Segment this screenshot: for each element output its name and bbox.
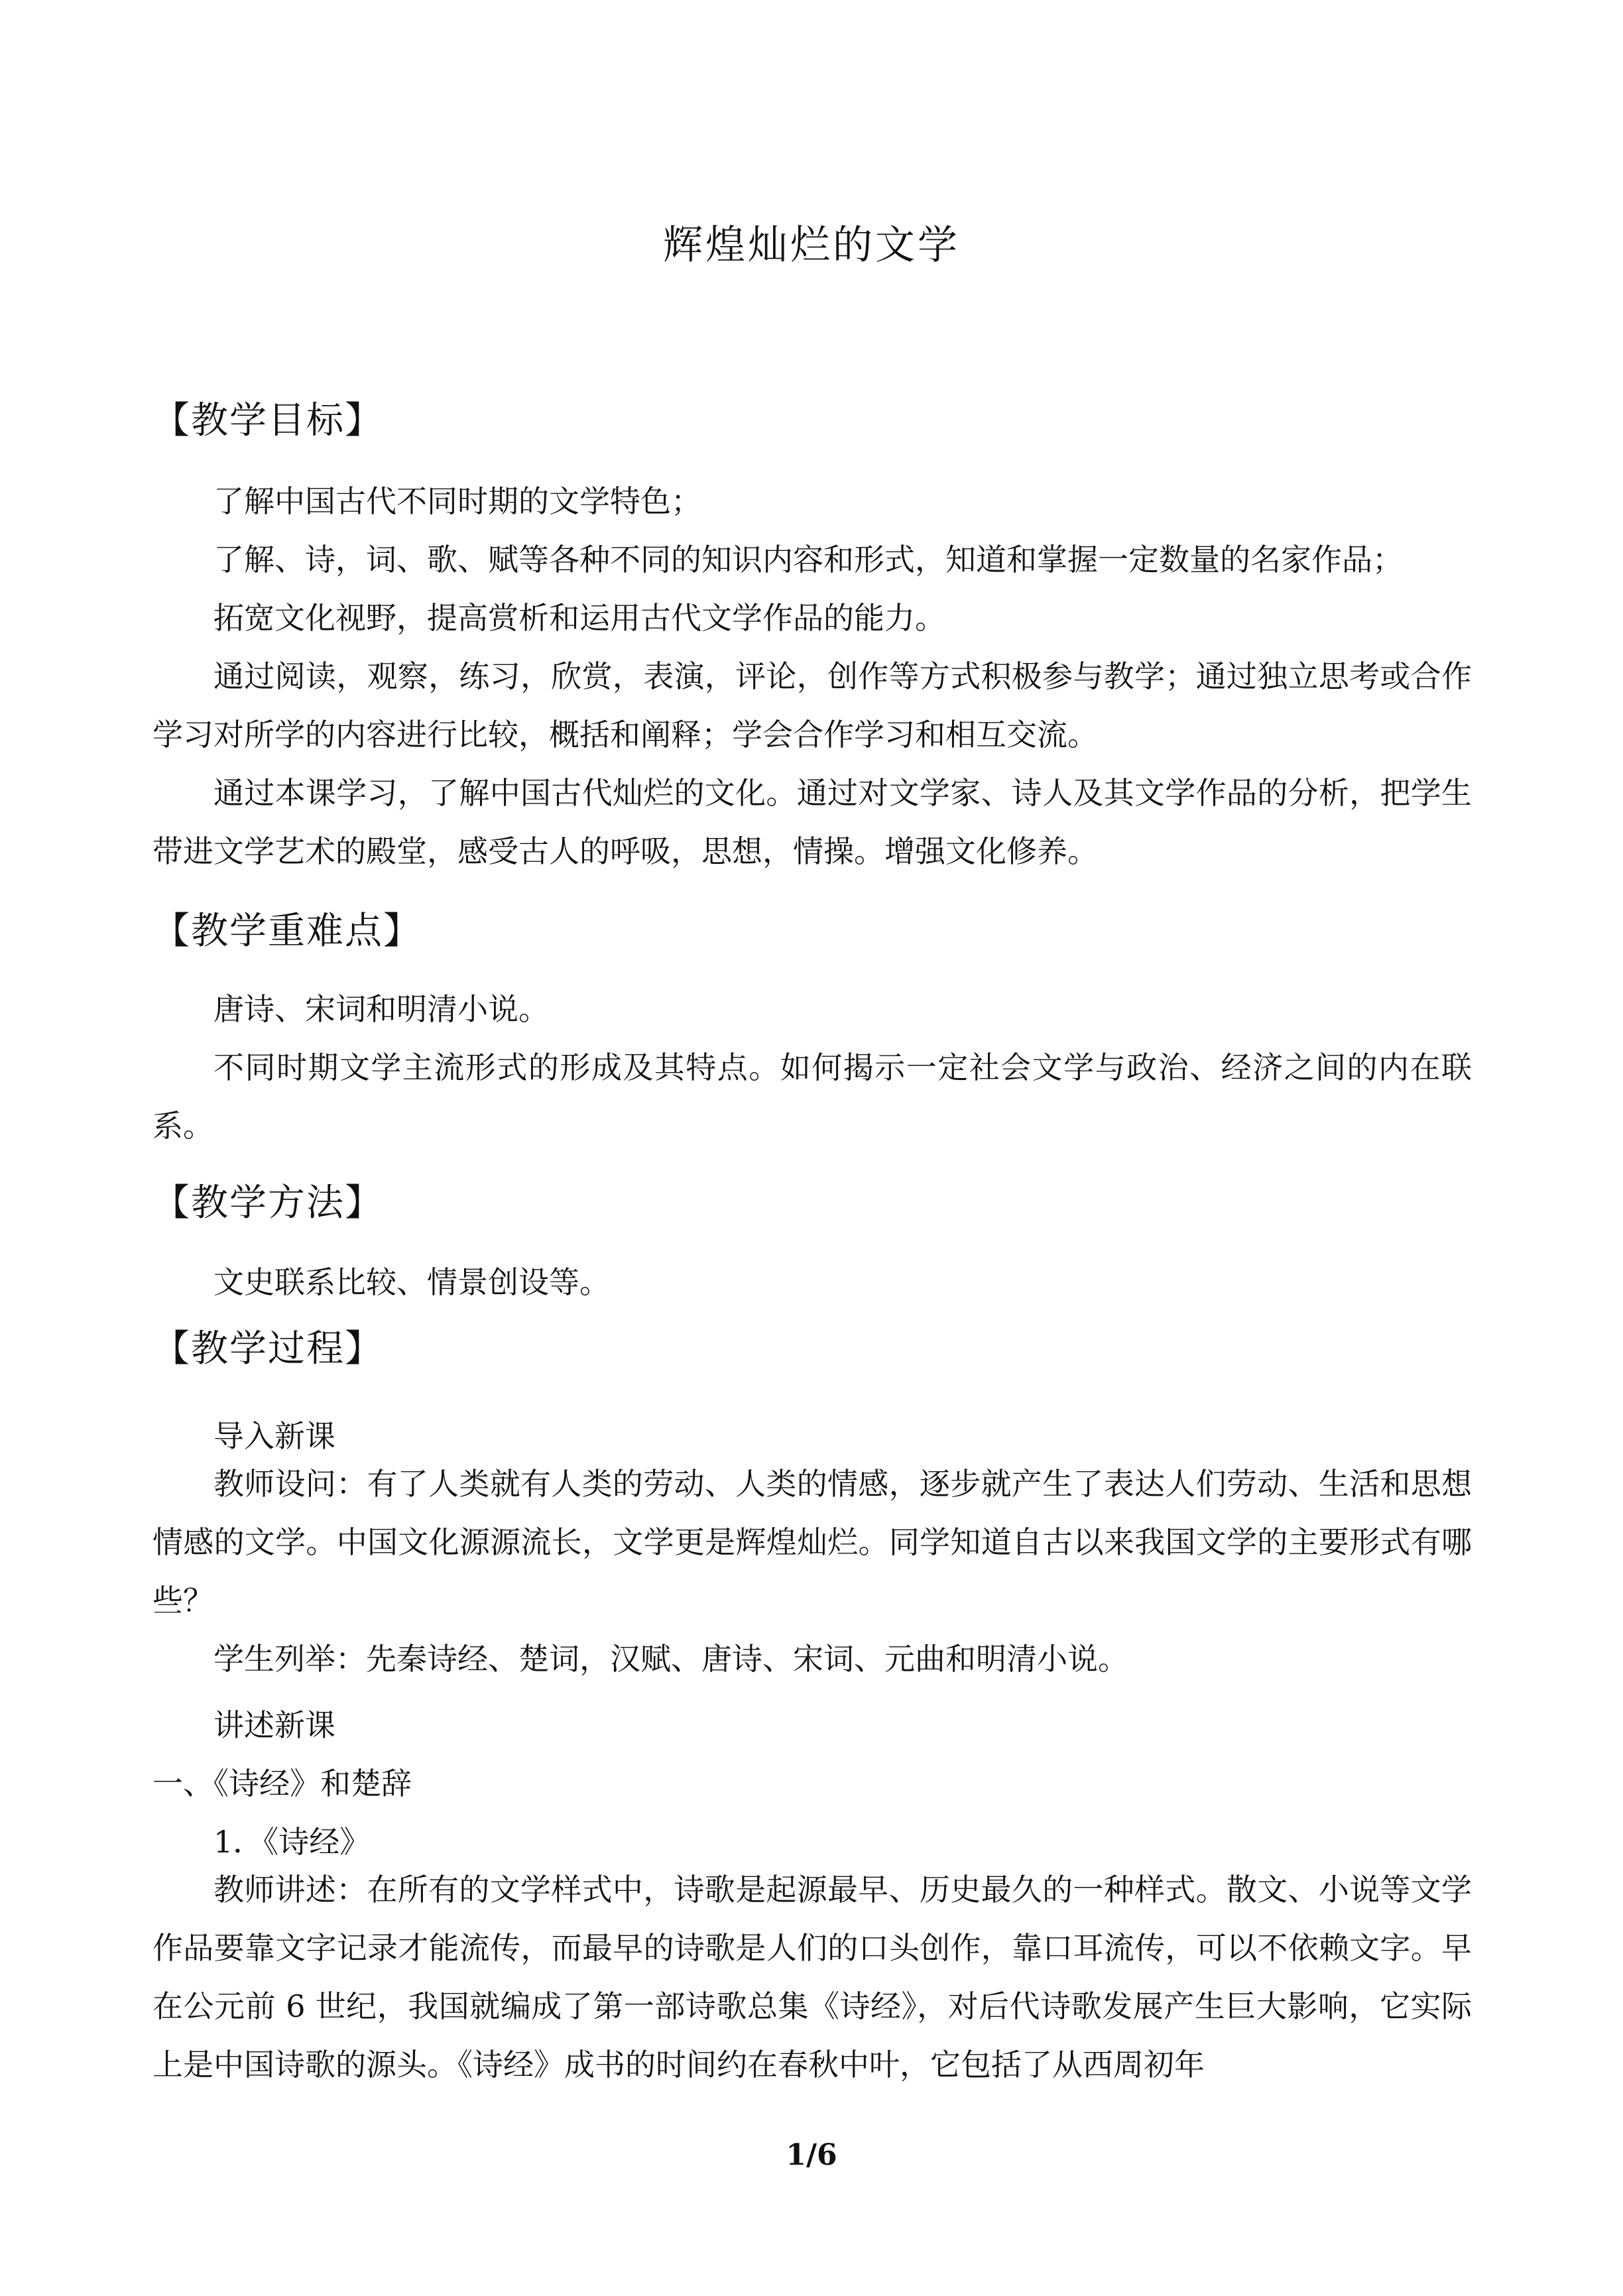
heading-methods: 【教学方法】 — [152, 1181, 383, 1225]
new-lesson-label: 讲述新课 — [213, 1707, 335, 1743]
method-item: 文史联系比较、情景创设等。 — [213, 1264, 610, 1300]
teacher-narration: 教师讲述：在所有的文学样式中，诗歌是起源最早、历史最久的一种样式。散文、小说等文学作品要靠文字记录才能流传，而最早的诗歌是人们的口头创作，靠口耳流传，可以不依赖文字。早在公元前 6 世纪，我国就编成了第一部诗歌总集《诗经》，对后代诗歌发展产生巨大影响，它实际上是中国诗歌的源头。《诗经》成书的时间约在春秋中叶，它包括了从西周初年 — [152, 1872, 1472, 2083]
key-point-item: 唐诗、宋词和明清小说。 — [213, 991, 549, 1027]
heading-objectives: 【教学目标】 — [152, 399, 383, 442]
objective-item: 了解中国古代不同时期的文学特色； — [213, 483, 701, 519]
heading-process: 【教学过程】 — [152, 1327, 383, 1370]
part-one-heading: 一、《诗经》和楚辞 — [152, 1766, 412, 1801]
document-title: 辉煌灿烂的文学 — [663, 222, 960, 269]
objective-item: 通过本课学习，了解中国古代灿烂的文化。通过对文学家、诗人及其文学作品的分析，把学生带进文学艺术的殿堂，感受古人的呼吸，思想，情操。增强文化修养。 — [152, 775, 1472, 869]
page-number: 1/6 — [786, 2138, 837, 2172]
heading-key-points: 【教学重难点】 — [152, 910, 422, 953]
teacher-question: 教师设问：有了人类就有人类的劳动、人类的情感，逐步就产生了表达人们劳动、生活和思想情感的文学。中国文化源源流长，文学更是辉煌灿烂。同学知道自古以来我国文学的主要形式有哪些？ — [152, 1466, 1472, 1618]
key-point-item: 不同时期文学主流形式的形成及其特点。如何揭示一定社会文学与政治、经济之间的内在联系。 — [152, 1050, 1472, 1144]
student-answer: 学生列举：先秦诗经、楚词，汉赋、唐诗、宋词、元曲和明清小说。 — [213, 1641, 1128, 1677]
objective-item: 拓宽文化视野，提高赏析和运用古代文学作品的能力。 — [213, 600, 945, 636]
objective-item: 了解、诗，词、歌、赋等各种不同的知识内容和形式，知道和掌握一定数量的名家作品； — [213, 542, 1403, 577]
sub-one-heading: 1．《诗经》 — [213, 1824, 371, 1860]
intro-label: 导入新课 — [213, 1418, 335, 1454]
objective-item: 通过阅读，观察，练习，欣赏，表演，评论，创作等方式积极参与教学；通过独立思考或合作学习对所学的内容进行比较，概括和阐释；学会合作学习和相互交流。 — [152, 658, 1472, 753]
